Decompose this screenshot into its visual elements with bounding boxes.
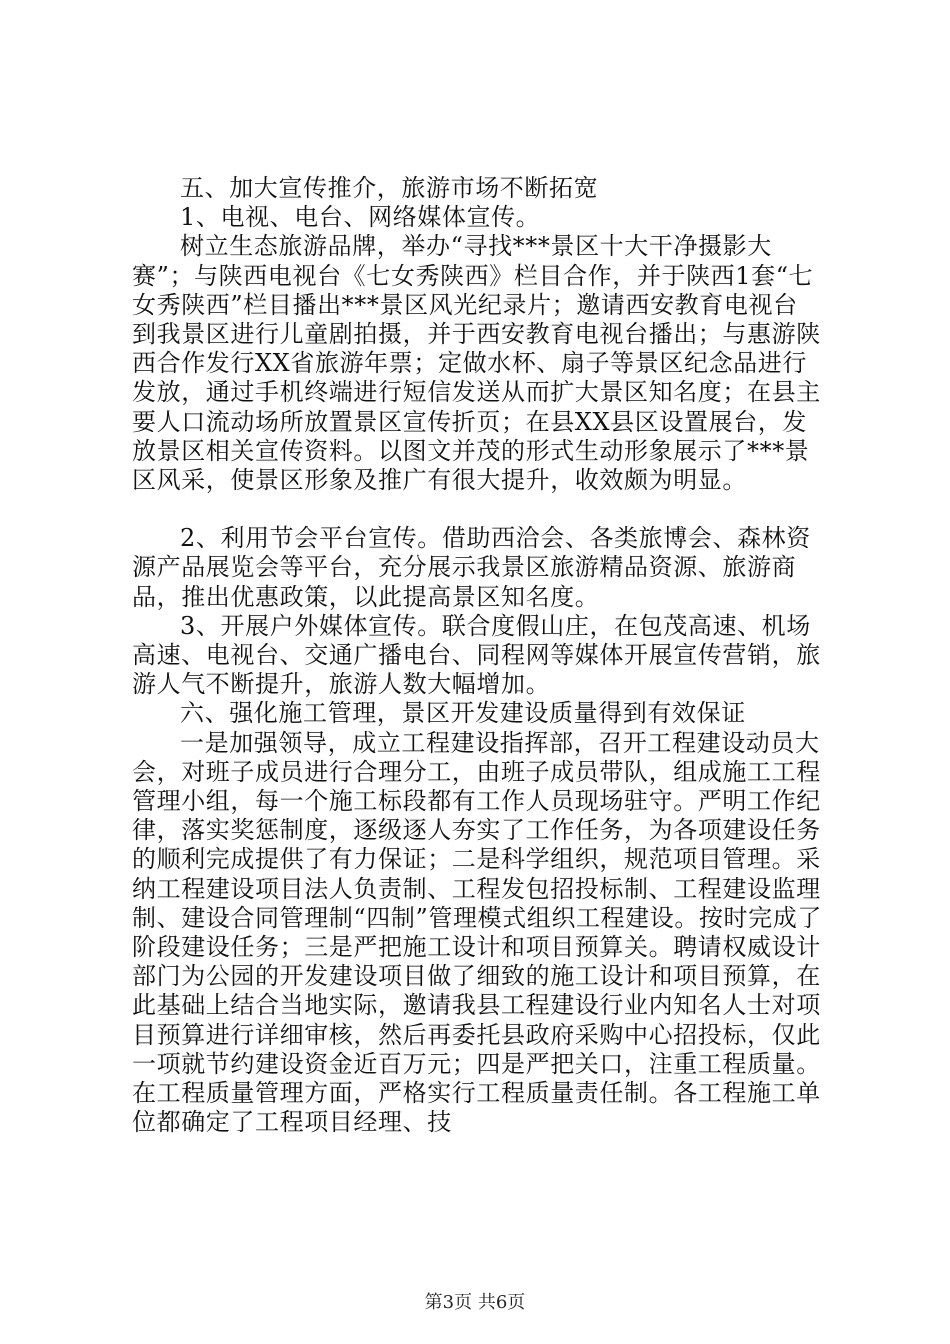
paragraph-media-details: 树立生态旅游品牌，举办“寻找***景区十大干净摄影大赛”；与陕西电视台《七女秀陕西》栏目合作，并于陕西1套“七女秀陕西”栏目播出***景区风光纪录片；邀请西安教育电视台到我景区进行儿童剧拍摄，并于西安教育电视台播出；与惠游陕西合作发行XX省旅游年票；定做水杯、扇子等景区纪念品进行发放，通过手机终端进行短信发送从而扩大景区知名度；在县主要人口流动场所放置景区宣传折页；在县XX县区设置展台，发放景区相关宣传资料。以图文并茂的形式生动形象展示了***景区风采，使景区形象及推广有很大提升，收效颇为明显。 [132,232,821,495]
section-heading-construction: 六、强化施工管理，景区开发建设质量得到有效保证 [180,699,746,728]
paragraph-outdoor-media: 3、开展户外媒体宣传。联合度假山庄，在包茂高速、机场高速、电视台、交通广播电台、同程网等媒体开展宣传营销，旅游人气不断提升，旅游人数大幅增加。 [132,611,821,699]
paragraph-event-platforms: 2、利用节会平台宣传。借助西洽会、各类旅博会、森林资源产品展览会等平台，充分展示我景区旅游精品资源、旅游商品，推出优惠政策，以此提高景区知名度。 [132,524,811,611]
document-body [132,174,822,1138]
paragraph-construction-details: 一是加强领导，成立工程建设指挥部，召开工程建设动员大会，对班子成员进行合理分工，由班子成员带队，组成施工工程管理小组，每一个施工标段都有工作人员现场驻守。严明工作纪律，落实奖惩制度，逐级逐人夯实了工作任务，为各项建设任务的顺利完成提供了有力保证；二是科学组织，规范项目管理。采纳工程建设项目法人负责制、工程发包招投标制、工程建设监理制、建设合同管理制“四制”管理模式组织工程建设。按时完成了阶段建设任务；三是严把施工设计和项目预算关。聘请权威设计部门为公园的开发建设项目做了细致的施工设计和项目预算，在此基础上结合当地实际，邀请我县工程建设行业内知名人士对项目预算进行详细审核，然后再委托县政府采购中心招投标，仅此一项就节约建设资金近百万元；四是严把关口，注重工程质量。在工程质量管理方面，严格实行工程质量责任制。各工程施工单位都确定了工程项目经理、技 [132,728,822,1137]
section-heading-publicity: 五、加大宣传推介，旅游市场不断拓宽 [180,174,599,202]
page-number-footer: 第3页 共6页 [424,1292,526,1313]
subheading-media-publicity: 1、电视、电台、网络媒体宣传。 [180,203,541,232]
